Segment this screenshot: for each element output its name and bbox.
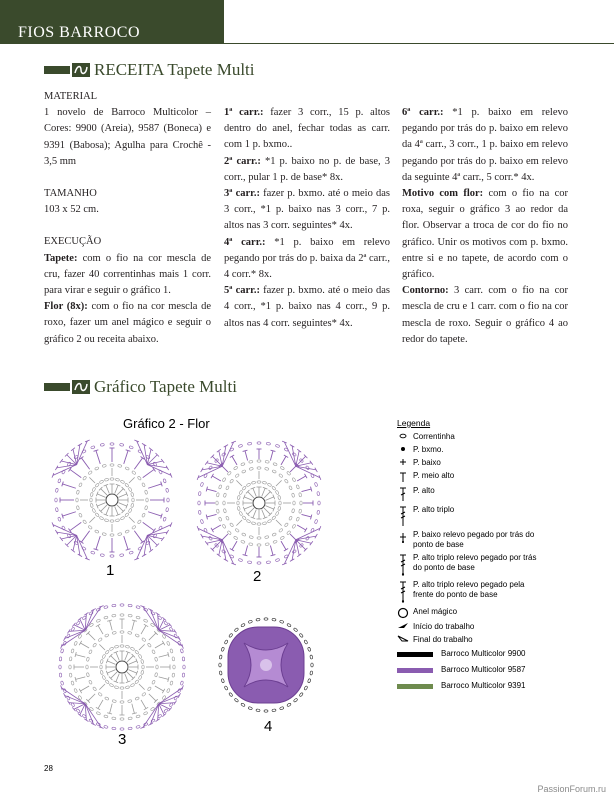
legend-item [397, 432, 543, 442]
legend-item [397, 505, 543, 527]
tamanho-heading: TAMANHO [44, 188, 97, 200]
legend-color-label: Barroco Multicolor 9391 [441, 681, 526, 690]
back-post-tr-icon [397, 553, 409, 577]
legend-item [397, 553, 543, 577]
double-crochet-icon [397, 486, 409, 502]
flor-label: Flor (8x): [44, 301, 88, 313]
chart-title: Gráfico 2 - Flor [123, 416, 210, 431]
legend-item [397, 635, 543, 645]
legend-item-label: Correntinha [413, 432, 455, 441]
legend-item-label: P. alto triplo relevo pegado por trás do ponto de base [413, 553, 537, 572]
legend-item-label: Início do trabalho [413, 622, 475, 631]
round-6-text: *1 p. baixo em relevo pegando por trás do p. baixo em relevo da 4ª carr., 3 corr., 1 p. baixo em relevo pegando por trás do p. baixo em relevo da seguinte 4ª carr., 5 corr.* 4x. [402, 107, 568, 183]
section-title: Gráfico Tapete Multi [94, 377, 237, 396]
legend-color-item [397, 681, 543, 690]
round-1-text: fazer 3 corr., 15 p. altos dentro do anel, fechar todas as carr. com 1 p. bxmo.. [224, 107, 390, 151]
legend-item [397, 486, 543, 502]
contorno-text: 3 carr. com o fio na cor mescla de cru e 1 carr. com o fio na cor mescla de roxo. Seguir o gráfico 4 ao redor do tapete. [402, 285, 568, 345]
legend-item-label: P. alto triplo relevo pegado pela frente do ponto de base [413, 580, 525, 599]
round-2-label: 2ª carr.: [224, 155, 261, 167]
legend-color-item [397, 665, 543, 674]
end-arrow-icon [397, 635, 409, 643]
tamanho-text: 103 x 52 cm. [44, 204, 99, 216]
motif-label-2: 2 [253, 568, 262, 585]
tapete-label: Tapete: [44, 252, 78, 264]
legend-color-item [397, 649, 543, 658]
motif-3-diagram [59, 604, 185, 730]
magic-ring-icon [397, 607, 409, 619]
legend-item-label: P. baixo relevo pegado por trás do ponto de base [413, 530, 535, 549]
legend-title: Legenda [397, 418, 431, 428]
legend-item-label: P. alto [413, 486, 435, 495]
legend-item [397, 530, 543, 550]
start-arrow-icon [397, 622, 409, 630]
legend-item [397, 471, 543, 483]
round-1-label: 1ª carr.: [224, 107, 264, 118]
legend-color-label: Barroco Multicolor 9587 [441, 665, 526, 674]
motif-label-4: 4 [264, 718, 273, 735]
legend-item-label: Anel mágico [413, 607, 458, 616]
contorno-label: Contorno: [402, 285, 449, 297]
motif-1-diagram [52, 440, 172, 560]
legend-item-label: Final do trabalho [413, 635, 473, 644]
legend-color-label: Barroco Multicolor 9900 [441, 649, 526, 658]
color-swatch [397, 668, 433, 673]
round-3-label: 3ª carr.: [224, 188, 260, 200]
legend-item [397, 622, 543, 632]
legend-item-label: P. alto triplo [413, 505, 455, 514]
color-swatch [397, 684, 433, 689]
back-post-sc-icon [397, 530, 409, 544]
motif-2-diagram [197, 441, 321, 565]
motivo-label: Motivo com flor: [402, 188, 484, 200]
round-5-text: fazer p. bxmo. até o meio das 4 corr., *1 p. baixo nas 4 corr., 9 p. altos nas 4 corr. seguintes* 4x. [224, 285, 390, 329]
motivo-text: com o fio na cor roxa, seguir o gráfico 3 ao redor da flor. Observar a troca de cor do fio no gráfico. Unir os motivos com p. bxmo. entre si e no tapete, de acordo com o gráfico. [402, 188, 568, 281]
legend-item-label: P. bxmo. [413, 445, 444, 454]
header-title: FIOS BARROCO [18, 24, 141, 41]
material-heading: MATERIAL [44, 91, 98, 102]
flor-text: com o fio na cor mescla de roxo, fazer um anel mágico e seguir o gráfico 2 ou receita abaixo. [44, 301, 212, 345]
round-4-text: *1 p. baixo em relevo pegando por trás do p. baixa da 2ª carr., 4 corr.* 8x. [224, 236, 390, 281]
legend-item-label: P. baixo [413, 458, 441, 467]
legend-item [397, 580, 543, 604]
round-4-label: 4ª carr.: [224, 236, 266, 248]
execucao-heading: EXECUÇÃO [44, 236, 102, 248]
legend-item [397, 607, 543, 619]
front-post-tr-icon [397, 580, 409, 604]
slip-stitch-icon [397, 445, 409, 453]
triple-crochet-icon [397, 505, 409, 527]
chain-icon [397, 432, 409, 440]
page-number: 28 [44, 764, 53, 773]
motif-4-diagram [219, 618, 313, 712]
tapete-text: com o fio na cor mescla de cru, fazer 40 correntinhas mais 1 corr. para virar e seguir o gráfico 1. [44, 252, 211, 297]
single-crochet-icon [397, 458, 409, 466]
legend-item-label: P. meio alto [413, 471, 455, 480]
round-2-text: *1 p. baixo no p. de base, 3 corr., pular 1 p. de base* 8x. [224, 155, 390, 183]
motif-label-3: 3 [118, 731, 127, 748]
round-3-text: fazer p. bxmo. até o meio das 3 corr., *1 p. baixo nas 3 corr., 7 p. altos nas 3 corr. seguintes* 4x. [224, 188, 390, 232]
motif-label-1: 1 [106, 562, 115, 579]
legend-item [397, 458, 543, 468]
legend [397, 418, 543, 697]
half-double-icon [397, 471, 409, 483]
round-5-label: 5ª carr.: [224, 285, 260, 297]
color-swatch [397, 652, 433, 657]
watermark: PassionForum.ru [537, 784, 606, 794]
round-6-label: 6ª carr.: [402, 107, 444, 118]
material-text: 1 novelo de Barroco Multicolor – Cores: 9900 (Areia), 9587 (Boneca) e 9391 (Babosa); Agulha para Crochê - 3,5 mm [44, 107, 211, 167]
section-title: RECEITA Tapete Multi [94, 60, 255, 79]
legend-item [397, 445, 543, 455]
